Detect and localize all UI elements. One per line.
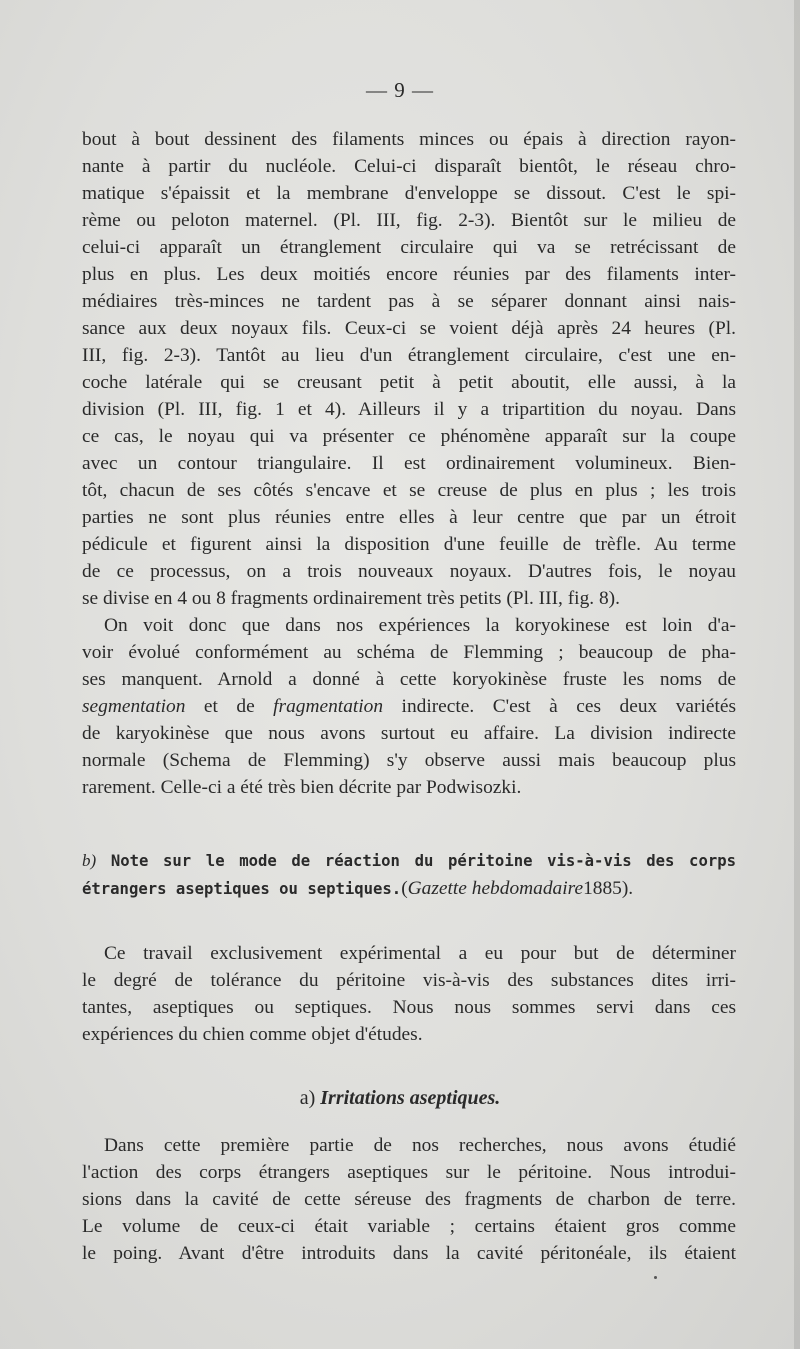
source-paren: ). bbox=[621, 878, 634, 899]
text-line: l'action des corps étrangers aseptiques sur le péritoine. Nous introdui- bbox=[82, 1162, 736, 1183]
source-title: Gazette hebdomadaire bbox=[407, 878, 584, 899]
source-year: 1885 bbox=[583, 878, 622, 899]
text-line: normale (Schema de Flemming) s'y observe aussi mais beaucoup plus bbox=[82, 750, 736, 771]
text-line: Le volume de ceux-ci était variable ; certains étaient gros comme bbox=[82, 1216, 736, 1237]
text-line: le poing. Avant d'être introduits dans la cavité péritonéale, ils étaient bbox=[82, 1243, 736, 1264]
text-line: rarement. Celle-ci a été très bien décrite par Podwisozki. bbox=[82, 777, 522, 798]
section-label: b) bbox=[82, 851, 97, 870]
page-number: — 9 — bbox=[366, 78, 434, 102]
text-line: plus en plus. Les deux moitiés encore réunies par des filaments inter- bbox=[82, 264, 736, 285]
text-line: nante à partir du nucléole. Celui-ci disparaît bientôt, le réseau chro- bbox=[82, 156, 736, 177]
text-line: sions dans la cavité de cette séreuse des fragments de charbon de terre. bbox=[82, 1189, 736, 1210]
section-heading-line1: Note sur le mode de réaction du péritoine vis-à-vis des corps bbox=[110, 852, 736, 870]
text-line: Dans cette première partie de nos recherches, nous avons étudié bbox=[104, 1135, 736, 1156]
text-line: ses manquent. Arnold a donné à cette koryokinèse fruste les noms de bbox=[82, 669, 736, 690]
section-heading bbox=[82, 877, 736, 901]
source-paren: ( bbox=[401, 878, 408, 899]
section-heading-line2: étrangers aseptiques ou septiques. bbox=[82, 880, 402, 898]
text-line: division (Pl. III, fig. 1 et 4). Ailleurs il y a tripartition du noyau. Dans bbox=[82, 399, 736, 420]
text-fragment: indirecte. C'est à ces deux variétés bbox=[383, 696, 736, 717]
text-line: ce cas, le noyau qui va présenter ce phénomène apparaît sur la coupe bbox=[82, 426, 736, 447]
text-line: On voit donc que dans nos expériences la koryokinese est loin d'a- bbox=[104, 615, 736, 636]
text-line: de karyokinèse que nous avons surtout eu affaire. La division indirecte bbox=[82, 723, 736, 744]
text-line: bout à bout dessinent des filaments minces ou épais à direction rayon- bbox=[82, 129, 736, 150]
text-line: sance aux deux noyaux fils. Ceux-ci se voient déjà après 24 heures (Pl. bbox=[82, 318, 736, 339]
text-line: tôt, chacun de ses côtés s'encave et se creuse de plus en plus ; les trois bbox=[82, 480, 736, 501]
text-line: le degré de tolérance du péritoine vis-à-vis des substances dites irri- bbox=[82, 970, 736, 991]
text-line: pédicule et figurent ainsi la disposition d'une feuille de trèfle. Au terme bbox=[82, 534, 736, 555]
text-line: rème ou peloton maternel. (Pl. III, fig. 2-3). Bientôt sur le milieu de bbox=[82, 210, 736, 231]
text-line: celui-ci apparaît un étranglement circulaire qui va se retrécissant de bbox=[82, 237, 736, 258]
subsection-heading bbox=[0, 1086, 800, 1110]
subsection-label: a) bbox=[299, 1087, 316, 1109]
ink-speck bbox=[654, 1276, 657, 1279]
text-line: se divise en 4 ou 8 fragments ordinairement très petits (Pl. III, fig. 8). bbox=[82, 588, 620, 609]
text-line: expériences du chien comme objet d'études. bbox=[82, 1024, 423, 1045]
text-line: matique s'épaissit et la membrane d'enveloppe se dissout. C'est le spi- bbox=[82, 183, 736, 204]
term-segmentation: segmentation bbox=[82, 696, 186, 717]
term-fragmentation: fragmentation bbox=[273, 696, 384, 717]
text-line bbox=[82, 695, 736, 719]
text-line: médiaires très-minces ne tardent pas à se séparer donnant ainsi nais- bbox=[82, 291, 736, 312]
subsection-title: Irritations aseptiques. bbox=[320, 1087, 501, 1109]
text-line: avec un contour triangulaire. Il est ordinairement volumineux. Bien- bbox=[82, 453, 736, 474]
text-line: parties ne sont plus réunies entre elles à leur centre que par un étroit bbox=[82, 507, 736, 528]
text-line: Ce travail exclusivement expérimental a eu pour but de déterminer bbox=[104, 943, 736, 964]
text-line: tantes, aseptiques ou septiques. Nous nous sommes servi dans ces bbox=[82, 997, 736, 1018]
text-line: voir évolué conformément au schéma de Flemming ; beaucoup de pha- bbox=[82, 642, 736, 663]
text-line: III, fig. 2-3). Tantôt au lieu d'un étranglement circulaire, c'est une en- bbox=[82, 345, 736, 366]
text-line: coche latérale qui se creusant petit à petit aboutit, elle aussi, à la bbox=[82, 372, 736, 393]
text-fragment: et de bbox=[185, 696, 274, 717]
text-line: de ce processus, on a trois nouveaux noyaux. D'autres fois, le noyau bbox=[82, 561, 736, 582]
section-heading bbox=[82, 849, 736, 873]
